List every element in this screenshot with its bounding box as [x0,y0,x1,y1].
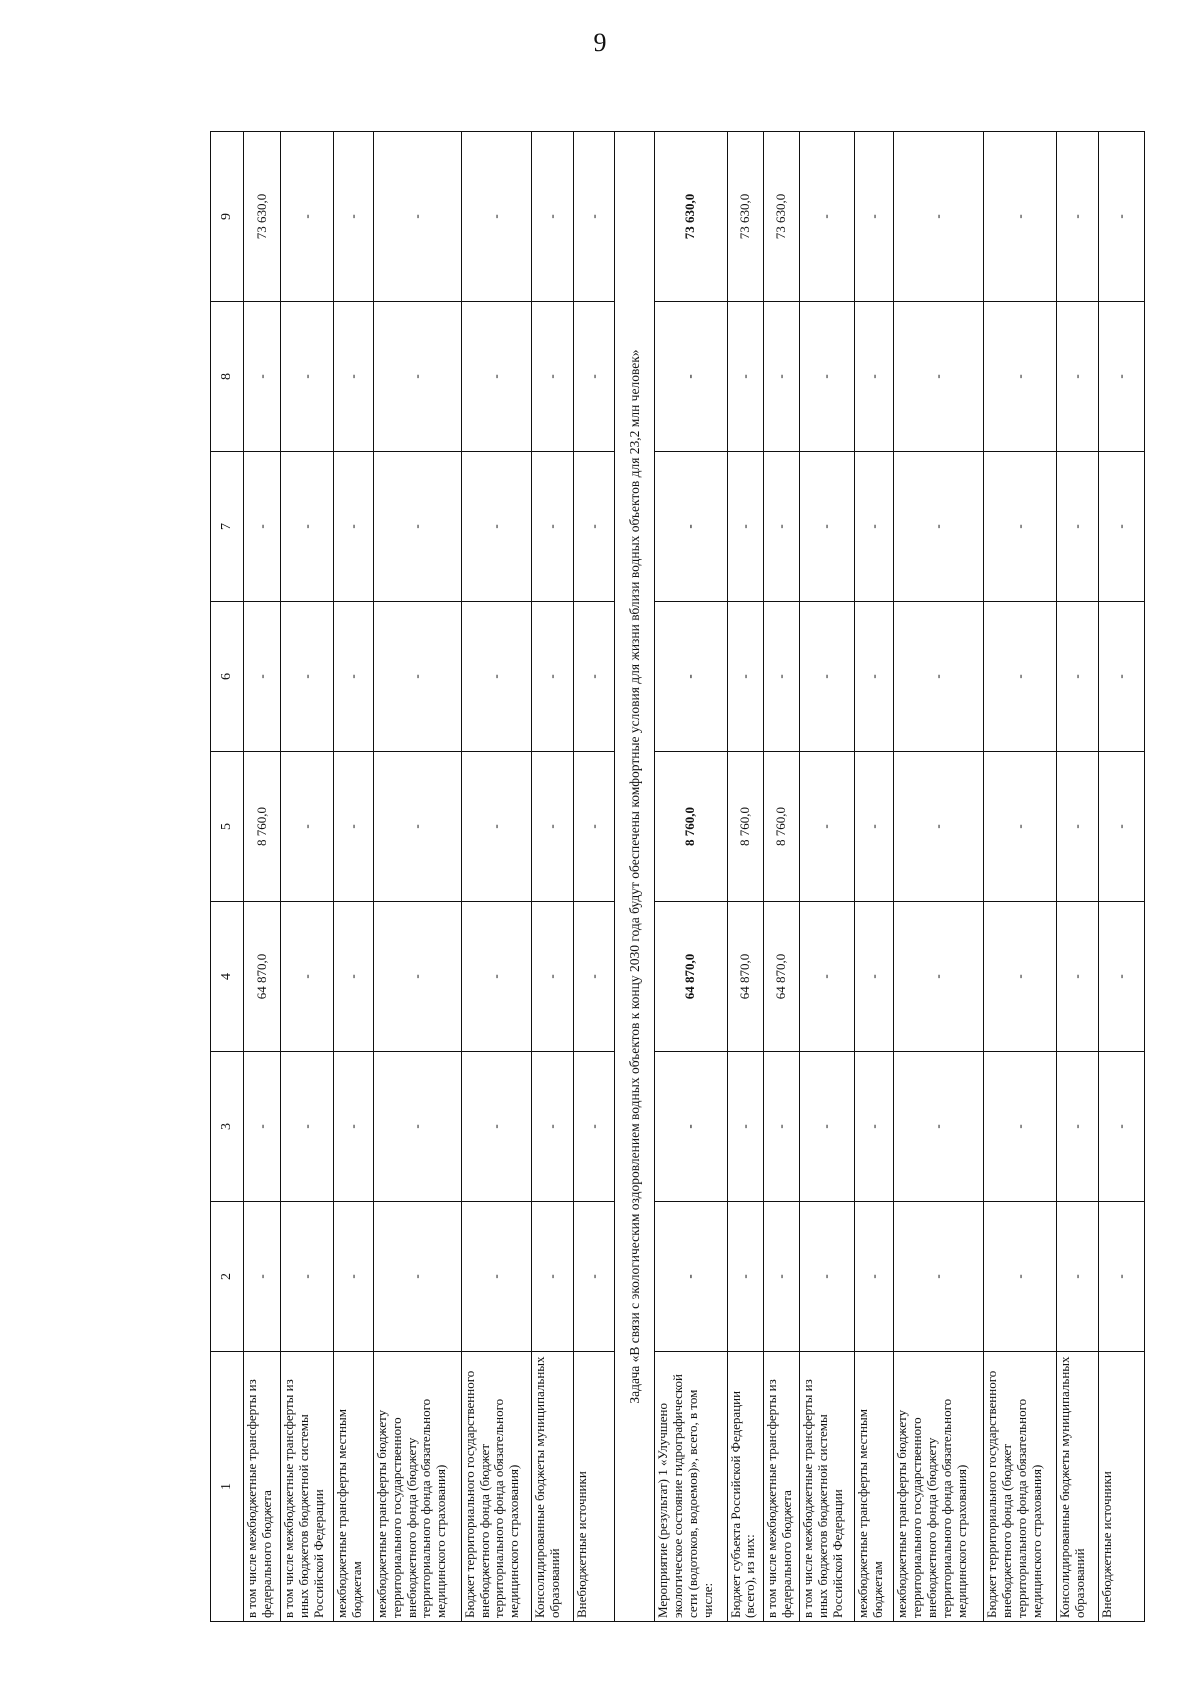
table-row [373,132,461,1622]
value-cell: - [854,602,894,752]
row-label: межбюджетные трансферты местным бюджетам [854,1352,894,1622]
value-cell: - [531,752,573,902]
row-label: Бюджет субъекта Российской Федерации (всего), из них: [727,1352,763,1622]
value-cell: - [1098,302,1144,452]
value-cell: - [763,1052,799,1202]
value-cell: - [1056,452,1098,602]
rotated-table-wrapper [210,132,1145,1622]
value-cell: 73 630,0 [763,132,799,302]
value-cell: - [1098,602,1144,752]
value-cell: - [854,1202,894,1352]
value-cell: - [655,1202,728,1352]
table-row [799,132,854,1622]
value-cell: - [461,902,531,1052]
value-cell: 8 760,0 [763,752,799,902]
value-cell: - [894,132,984,302]
value-cell: - [727,1052,763,1202]
value-cell: - [373,752,461,902]
value-cell: - [894,302,984,452]
value-cell: - [531,1052,573,1202]
column-header: 6 [211,602,244,752]
row-label: в том числе межбюджетные трансферты из федерального бюджета [243,1352,280,1622]
value-cell: - [655,302,728,452]
value-cell: - [854,452,894,602]
value-cell: - [243,452,280,602]
value-cell: - [461,132,531,302]
value-cell: - [531,1202,573,1352]
value-cell: - [1098,752,1144,902]
value-cell: - [894,1202,984,1352]
value-cell: - [799,302,854,452]
row-label: межбюджетные трансферты бюджету территориального государственного внебюджетного фонда (бюджету территориального фонда обязательного медицинского страхования) [373,1352,461,1622]
value-cell: - [655,452,728,602]
value-cell: - [1098,132,1144,302]
table-row [1056,132,1098,1622]
value-cell: - [281,902,334,1052]
column-header: 3 [211,1052,244,1202]
value-cell: - [461,752,531,902]
value-cell: - [854,302,894,452]
value-cell: 64 870,0 [655,902,728,1052]
value-cell: - [854,752,894,902]
value-cell: - [531,132,573,302]
table-row [334,132,374,1622]
value-cell: - [799,1202,854,1352]
table-row [727,132,763,1622]
value-cell: 64 870,0 [763,902,799,1052]
table-row [984,132,1057,1622]
value-cell: - [763,452,799,602]
table-row [655,132,728,1622]
value-cell: - [531,452,573,602]
value-cell: - [727,1202,763,1352]
value-cell: - [573,752,615,902]
column-header: 7 [211,452,244,602]
column-header: 5 [211,752,244,902]
table-row [894,132,984,1622]
table-row [461,132,531,1622]
value-cell: - [334,302,374,452]
row-label: в том числе межбюджетные трансферты из иных бюджетов бюджетной системы Российской Федерации [799,1352,854,1622]
value-cell: - [573,302,615,452]
table-row [531,132,573,1622]
value-cell: - [894,452,984,602]
value-cell: - [531,902,573,1052]
value-cell: - [373,1202,461,1352]
value-cell: - [281,1202,334,1352]
value-cell: - [334,752,374,902]
column-header: 8 [211,302,244,452]
column-header: 9 [211,132,244,302]
value-cell: - [984,1052,1057,1202]
value-cell: - [281,602,334,752]
value-cell: - [373,132,461,302]
value-cell: - [1056,132,1098,302]
row-label: Мероприятие (результат) 1 «Улучшено экологическое состояние гидрографической сети (водотоков, водоемов)», всего, в том числе: [655,1352,728,1622]
value-cell: 73 630,0 [727,132,763,302]
value-cell: - [984,752,1057,902]
task-description: Задача «В связи с экологическим оздоровлением водных объектов к концу 2030 года будут обеспечены комфортные условия для жизни вблизи водных объектов для 23,2 млн человек» [615,132,655,1622]
value-cell: - [1098,1052,1144,1202]
value-cell: 8 760,0 [655,752,728,902]
value-cell: - [1098,1202,1144,1352]
value-cell: - [573,902,615,1052]
value-cell: - [1056,1202,1098,1352]
task-row [615,132,655,1622]
row-label: межбюджетные трансферты бюджету территориального государственного внебюджетного фонда (бюджету территориального фонда обязательного медицинского страхования) [894,1352,984,1622]
value-cell: - [984,602,1057,752]
value-cell: - [854,1052,894,1202]
value-cell: 73 630,0 [655,132,728,302]
value-cell: 8 760,0 [727,752,763,902]
value-cell: - [334,602,374,752]
value-cell: - [461,452,531,602]
value-cell: - [1056,752,1098,902]
column-header: 1 [211,1352,244,1622]
value-cell: 73 630,0 [243,132,280,302]
value-cell: - [461,1052,531,1202]
value-cell: - [1056,602,1098,752]
value-cell: - [461,302,531,452]
row-label: Бюджет территориального государственного внебюджетного фонда (бюджет территориального фонда обязательного медицинского страхования) [984,1352,1057,1622]
table-row [1098,132,1144,1622]
value-cell: - [281,752,334,902]
value-cell: - [727,602,763,752]
value-cell: 8 760,0 [243,752,280,902]
value-cell: - [531,302,573,452]
value-cell: - [243,602,280,752]
value-cell: - [573,452,615,602]
value-cell: - [763,1202,799,1352]
value-cell: - [799,752,854,902]
row-label: в том числе межбюджетные трансферты из федерального бюджета [763,1352,799,1622]
row-label: Консолидированные бюджеты муниципальных образований [531,1352,573,1622]
page-number: 9 [593,28,607,57]
value-cell: - [655,602,728,752]
value-cell: - [894,752,984,902]
value-cell: - [984,132,1057,302]
value-cell: - [854,902,894,1052]
row-label: Внебюджетные источники [1098,1352,1144,1622]
value-cell: - [799,602,854,752]
value-cell: - [573,1202,615,1352]
value-cell: 64 870,0 [727,902,763,1052]
row-label: межбюджетные трансферты местным бюджетам [334,1352,374,1622]
value-cell: - [334,132,374,302]
table-row [854,132,894,1622]
value-cell: - [1056,1052,1098,1202]
value-cell: - [984,902,1057,1052]
table-row [281,132,334,1622]
row-label: Внебюджетные источники [573,1352,615,1622]
value-cell: - [243,302,280,452]
value-cell: - [984,302,1057,452]
value-cell: - [281,452,334,602]
value-cell: - [894,602,984,752]
table-row [763,132,799,1622]
value-cell: - [799,452,854,602]
value-cell: - [984,452,1057,602]
table-row [573,132,615,1622]
value-cell: - [281,132,334,302]
value-cell: - [1098,452,1144,602]
value-cell: - [763,302,799,452]
value-cell: 64 870,0 [243,902,280,1052]
value-cell: - [334,1202,374,1352]
value-cell: - [373,602,461,752]
value-cell: - [373,902,461,1052]
value-cell: - [727,302,763,452]
value-cell: - [373,302,461,452]
value-cell: - [373,452,461,602]
value-cell: - [1098,902,1144,1052]
row-label: Консолидированные бюджеты муниципальных образований [1056,1352,1098,1622]
value-cell: - [799,1052,854,1202]
row-label: Бюджет территориального государственного внебюджетного фонда (бюджет территориального фонда обязательного медицинского страхования) [461,1352,531,1622]
value-cell: - [799,902,854,1052]
value-cell: - [763,602,799,752]
value-cell: - [573,602,615,752]
value-cell: - [894,1052,984,1202]
value-cell: - [1056,902,1098,1052]
value-cell: - [1056,302,1098,452]
value-cell: - [334,902,374,1052]
value-cell: - [373,1052,461,1202]
value-cell: - [334,452,374,602]
value-cell: - [894,902,984,1052]
column-number-row [211,132,244,1622]
table-row [243,132,280,1622]
value-cell: - [461,1202,531,1352]
value-cell: - [461,602,531,752]
value-cell: - [243,1052,280,1202]
value-cell: - [984,1202,1057,1352]
value-cell: - [334,1052,374,1202]
column-header: 4 [211,902,244,1052]
value-cell: - [727,452,763,602]
value-cell: - [531,602,573,752]
value-cell: - [573,1052,615,1202]
budget-table [210,131,1145,1622]
value-cell: - [854,132,894,302]
value-cell: - [281,302,334,452]
value-cell: - [573,132,615,302]
value-cell: - [799,132,854,302]
row-label: в том числе межбюджетные трансферты из иных бюджетов бюджетной системы Российской Федерации [281,1352,334,1622]
column-header: 2 [211,1202,244,1352]
value-cell: - [243,1202,280,1352]
value-cell: - [281,1052,334,1202]
value-cell: - [655,1052,728,1202]
